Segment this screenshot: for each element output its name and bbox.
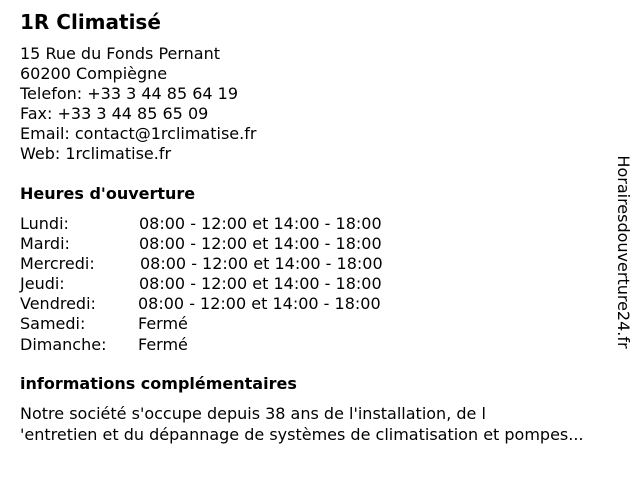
phone-number: Telefon: +33 3 44 85 64 19 — [20, 84, 239, 103]
email-address: Email: contact@1rclimatise.fr — [20, 124, 257, 143]
day-label: Mardi: — [20, 234, 70, 254]
day-label: Jeudi: — [20, 274, 65, 294]
hours-value: Fermé — [138, 334, 188, 354]
street-address: 15 Rue du Fonds Pernant — [20, 44, 221, 63]
hours-value: Fermé — [138, 314, 188, 334]
opening-hours-heading: Heures d'ouverture — [20, 184, 196, 203]
additional-info-text — [20, 404, 584, 445]
day-label: Vendredi: — [20, 294, 96, 314]
hours-value: 08:00 - 12:00 et 14:00 - 18:00 — [140, 254, 383, 274]
business-name: 1R Climatisé — [20, 10, 161, 34]
hours-value: 08:00 - 12:00 et 14:00 - 18:00 — [139, 234, 382, 254]
day-label: Samedi: — [20, 314, 86, 334]
info-line: 'entretien et du dépannage de systèmes de climatisation et pompes... — [20, 424, 584, 444]
day-label: Lundi: — [20, 214, 69, 233]
fax-number: Fax: +33 3 44 85 65 09 — [20, 104, 209, 123]
hours-value: 08:00 - 12:00 et 14:00 - 18:00 — [139, 214, 382, 233]
site-watermark: Horairesdouverture24.fr — [614, 155, 633, 349]
city-postal: 60200 Compiègne — [20, 64, 168, 83]
day-label: Dimanche: — [20, 334, 107, 354]
info-line: Notre société s'occupe depuis 38 ans de l'installation, de l — [20, 404, 486, 423]
hours-value: 08:00 - 12:00 et 14:00 - 18:00 — [138, 294, 381, 314]
hours-value: 08:00 - 12:00 et 14:00 - 18:00 — [139, 274, 382, 294]
day-label: Mercredi: — [20, 254, 95, 274]
contact-block — [20, 44, 256, 164]
additional-info-heading: informations complémentaires — [20, 374, 297, 393]
website: Web: 1rclimatise.fr — [20, 144, 172, 163]
